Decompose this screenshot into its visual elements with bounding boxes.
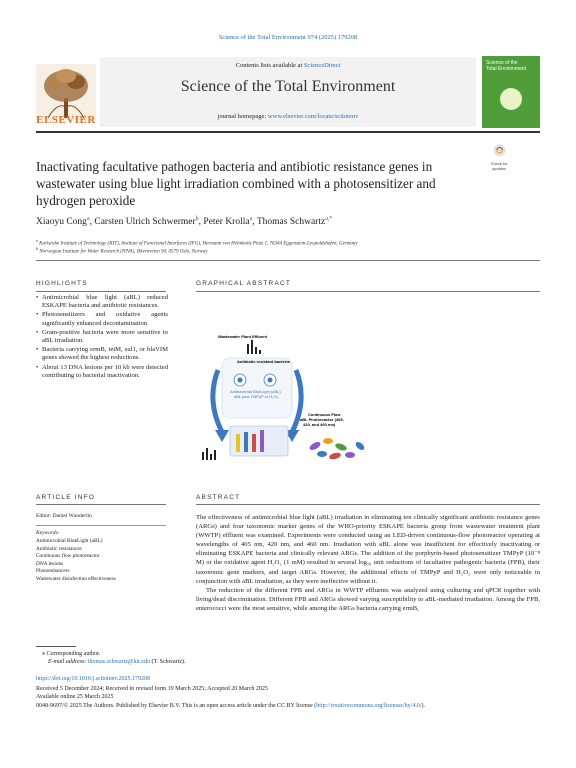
ga-label-abl-2: aBL plus TMPyP or H₂O₂ (234, 394, 279, 399)
check-for-updates-label[interactable] (482, 162, 516, 171)
graphical-abstract-rule (196, 291, 540, 292)
affiliation-a: $^a$ Karlsruhe Institute of Technology (KIT), Institute of Functional Interfaces (IFG), Hermann von Helmholtz Platz 1, 76344 Eggenstein-Leopoldshafen, Germany (36, 238, 358, 247)
keyword-item: DNA lesions (36, 560, 64, 567)
ga-treatment-box (222, 358, 292, 418)
keywords-list (36, 538, 166, 583)
affiliation-rule (36, 260, 540, 261)
keyword-item: Photoenhancers (36, 568, 70, 574)
elsevier-wordmark[interactable]: ELSEVIER (36, 114, 96, 126)
ga-label-flow-3: 420, and 460 nm) (303, 422, 336, 427)
doi-link[interactable]: https://doi.org/10.1016/j.scitotenv.2025.179208 (36, 676, 150, 682)
bacteria-cluster-icon (308, 438, 365, 460)
highlights-rule (36, 291, 166, 292)
contents-line (100, 62, 476, 69)
email-author: (T. Schwartz). (149, 659, 186, 665)
contents-prefix: Contents lists available at (235, 62, 304, 69)
ga-label-bacteria: Antibiotic resistant bacteria (237, 359, 290, 364)
keywords-heading: Keywords: (36, 530, 60, 536)
highlights-list (36, 294, 168, 381)
results-bar-chart-icon (202, 448, 216, 460)
homepage-link[interactable]: www.elsevier.com/locate/scitotenv (267, 113, 359, 120)
journal-homepage (100, 113, 476, 120)
editor-name: Editor: Daniel Wunderlin (36, 513, 92, 519)
keyword-item: Antimicrobial BlueLight (aBL) (36, 538, 103, 544)
highlight-item: • Gram-positive bacteria were more sensitive to aBL irradiation. (36, 329, 168, 345)
graphical-abstract-figure[interactable] (200, 330, 400, 480)
flow-arrow-right-icon (292, 370, 301, 432)
cover-title-line1: Science of the (486, 60, 518, 66)
highlights-heading: HIGHLIGHTS (36, 280, 88, 287)
author-4[interactable]: Thomas Schwartz$^{a,*}$ (256, 216, 333, 228)
ga-label-flow-2: aBL Photoreactor (405, (300, 417, 344, 422)
article-title: Inactivating facultative pathogen bacteria and antibiotic resistance genes in wastewater using blue light irradiation combined with a photosensitizer and hydrogen peroxide (36, 159, 436, 208)
abstract-paragraph-2: The reduction of the different FPB and ARGs in WWTP effluents was analyzed using culturing and qPCR together with living/dead discrimination. Different FPB and ARGs showed varying susceptibility to aBL-mediated irradiation. Among the FPB, enterococci were the most sensitive, while among the ARGs bacteria carrying ermB, (196, 586, 540, 612)
cover-graphic (500, 88, 522, 110)
license-suffix: ). (421, 703, 425, 709)
received-dates: Received 5 December 2024; Received in revised form 19 March 2025; Accepted 20 March 2025 (36, 686, 268, 692)
flow-arrow-left-icon (213, 370, 222, 432)
ga-label-flow-1: Continuous Flow (308, 412, 341, 417)
author-1[interactable]: Xiaoyu Cong$^a$ (36, 216, 90, 228)
corresponding-author-note: ⁎ Corresponding author. (42, 651, 101, 657)
keyword-item: Continuous flow photoreactor (36, 553, 100, 559)
check-updates-line2: updates (491, 165, 507, 171)
keyword-item: Wastewater disinfection effectiveness (36, 575, 116, 582)
header-rule (36, 131, 540, 133)
email-label: E-mail address: (48, 659, 88, 665)
keyword-item: Antibiotic resistances (36, 545, 82, 552)
highlight-item: • Antimicrobial blue light (aBL) reduced ESKAPE bacteria and antibiotic resistances. (36, 294, 168, 310)
article-info-heading: ARTICLE INFO (36, 494, 96, 501)
license-link[interactable]: http://creativecommons.org/licenses/by/4.0/ (316, 703, 422, 709)
abstract-rule (196, 504, 540, 505)
email-note (48, 659, 186, 665)
journal-title: Science of the Total Environment (180, 78, 396, 95)
online-date: Available online 25 March 2025 (36, 694, 114, 700)
graphical-abstract-heading: GRAPHICAL ABSTRACT (196, 280, 292, 287)
check-for-updates-icon[interactable] (490, 144, 512, 162)
footnote-rule (36, 646, 76, 647)
bar-chart-icon (247, 340, 261, 354)
highlight-item: • Photosensitizers and oxidative agents significantly enhanced decontamination. (36, 311, 168, 327)
journal-reference[interactable]: Science of the Total Environment 974 (2025) 179208 (218, 34, 358, 41)
check-updates-line1: Check for (490, 161, 508, 166)
abstract-heading: ABSTRACT (196, 494, 241, 501)
affiliation-b: $^b$ Norwegian Institute for Water Research (NIVA), Økernveien 94, 0579 Oslo, Norway (36, 246, 208, 255)
license-line (36, 703, 556, 709)
abstract-paragraph-1: The effectiveness of antimicrobial blue light (aBL) irradiation in eliminating ten clinically significant antibiotic resistance genes (ARGs) and four taxonomic marker genes of the WHO-priority ESKAPE bacteria group from wastewater treatment plant (WWTP) effluent was examined. Experiments were conducted using an LED-driven continuous-flow photoreactor operating at wavelengths of 405 nm, 420 nm, and 460 nm. Irradiation with aBL alone was insufficient for effectively inactivating or eliminating ESKAPE bacteria and clinically relevant ARGs. The addition of the porphyrin-based photosensitizer TMPyP (10⁻⁸ M) or the oxidative agent H₂O₂ (1 mM) resulted in several log₁₀ unit reductions of facultative pathogenic bacteria (FPB), their taxonomic gene markers, and target ARGs. However, the additional effects of TMPyP and H₂O₂ were only noticeable in conjunction with aBL irradiation, as they were ineffective without it. (196, 514, 540, 585)
cover-title-line2: Total Environment (486, 66, 527, 72)
author-3[interactable]: Peter Krolla$^a$ (203, 216, 253, 228)
homepage-prefix: journal homepage: (217, 113, 268, 120)
sciencedirect-link[interactable]: ScienceDirect (303, 62, 341, 69)
highlight-item: • About 13 DNA lesions per 10 kb were detected contributing to bacterial inactivation. (36, 364, 168, 380)
ga-label-abl-1: Antibacterial BlueLight (aBL) (230, 389, 281, 394)
highlight-item: • Bacteria carrying ermB, tetM, sul1, or blaVIM genes showed the highest reductions. (36, 346, 168, 362)
keywords-rule (36, 525, 166, 526)
ga-label-effluent: Wastewater Plant Effluent (218, 334, 267, 339)
license-prefix: 0048-9697/© 2025 The Authors. Published by Elsevier B.V. This is an open access article under the CC BY license ( (36, 703, 317, 709)
email-link[interactable]: thomas.schwartz@kit.edu (87, 659, 150, 665)
author-list: Xiaoyu Cong$^a$, Carsten Ulrich Schwermer$^b$, Peter Krolla$^a$, Thomas Schwartz$^{a,*}$ (36, 216, 333, 228)
author-2[interactable]: Carsten Ulrich Schwermer$^b$ (94, 216, 199, 228)
abstract-body (196, 513, 540, 613)
article-info-rule (36, 504, 166, 505)
